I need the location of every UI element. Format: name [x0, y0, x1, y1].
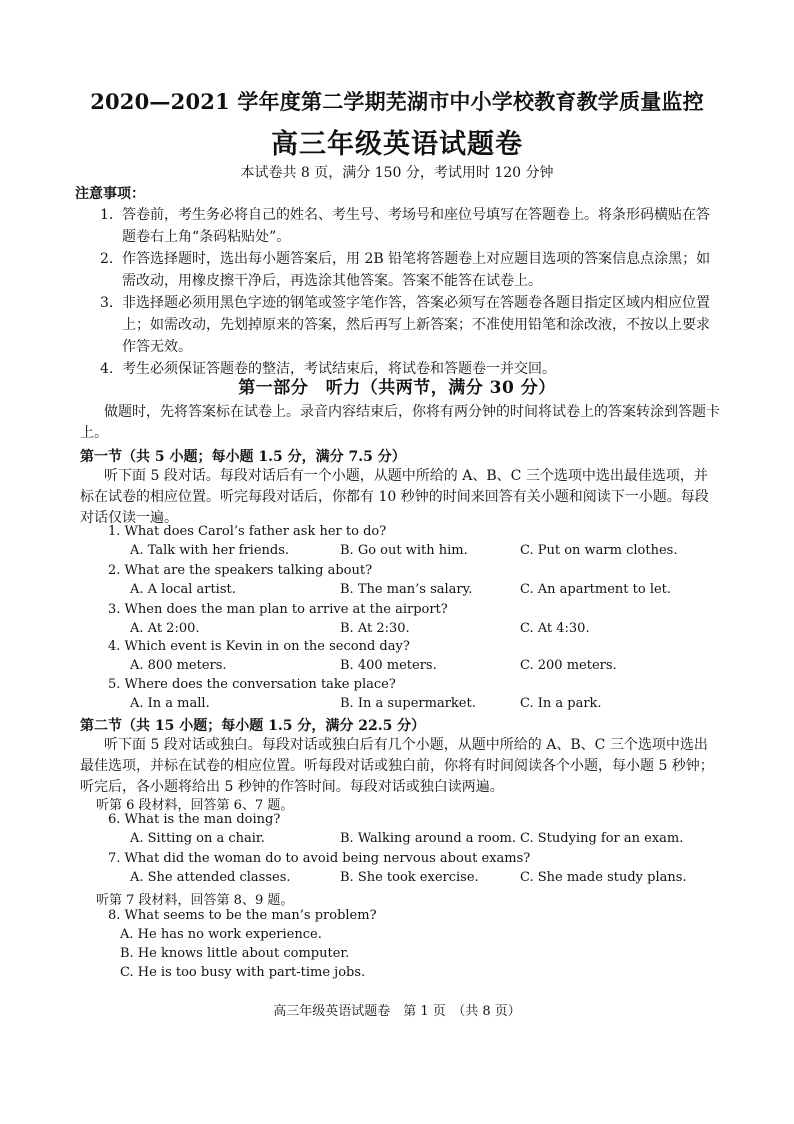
exam-title-line1: 2020—2021 学年度第二学期芜湖市中小学校教育教学质量监控 — [90, 89, 704, 114]
notice-item-number: 2. — [100, 251, 114, 267]
notice-item-text: 作答选择题时，选出每小题答案后，用 2B 铅笔将答题卷上对应题目选项的答案信息点涂黑；如需改动，用橡皮擦干净后，再选涂其他答案。答案不能答在试卷上。 — [122, 251, 711, 289]
option-b: B. 400 meters. — [340, 658, 437, 673]
section2-description: 听下面 5 段对话或独白。每段对话或独白后有几个小题，从题中所给的 A、B、C 三个选项中选出最佳选项，并标在试卷的相应位置。听每段对话或独白前，你将有时间阅读各个小题，每小题 5 秒钟；听完后，各小题将给出 5 秒钟的作答时间。每段对话或独白读两遍。 — [80, 737, 714, 795]
question-5: 5. Where does the conversation take place? — [108, 677, 396, 692]
option-b: B. The man’s salary. — [340, 582, 473, 597]
option-c: C. She made study plans. — [520, 870, 687, 885]
material-6-instruction: 听第 6 段材料，回答第 6、7 题。 — [96, 798, 294, 813]
question-8: 8. What seems to be the man’s problem? — [108, 908, 377, 923]
part1-heading: 第一部分 听力（共两节，满分 30 分） — [238, 378, 556, 398]
option-a: A. In a mall. — [130, 696, 210, 711]
option-c: C. In a park. — [520, 696, 602, 711]
page-footer: 高三年级英语试题卷 第 1 页 （共 8 页） — [273, 1004, 521, 1019]
question-4: 4. Which event is Kevin in on the second day? — [108, 639, 410, 654]
option-a: A. A local artist. — [130, 582, 236, 597]
option-c: C. An apartment to let. — [520, 582, 672, 597]
exam-title-line2: 高三年级英语试题卷 — [271, 129, 523, 160]
question-2: 2. What are the speakers talking about? — [108, 563, 373, 578]
question-1: 1. What does Carol’s father ask her to do? — [108, 524, 387, 539]
notice-item — [100, 204, 720, 248]
question-3: 3. When does the man plan to arrive at the airport? — [108, 602, 448, 617]
question-6: 6. What is the man doing? — [108, 812, 281, 827]
part1-intro: 做题时，先将答案标在试卷上。录音内容结束后，你将有两分钟的时间将试卷上的答案转涂到答题卡上。 — [80, 404, 720, 441]
option-b: B. Go out with him. — [340, 543, 468, 558]
exam-meta: 本试卷共 8 页，满分 150 分，考试用时 120 分钟 — [240, 165, 554, 181]
notice-item-text: 非选择题必须用黑色字迹的钢笔或签字笔作答，答案必须写在答题卷各题目指定区域内相应位置上；如需改动，先划掉原来的答案，然后再写上新答案；不准使用铅笔和涂改液，不按以上要求作答无效。 — [122, 295, 710, 355]
notice-item — [100, 248, 720, 292]
option-c: C. Put on warm clothes. — [520, 543, 678, 558]
option-c: C. At 4:30. — [520, 621, 590, 636]
notice-item-text: 考生必须保证答题卷的整洁，考试结束后，将试卷和答题卷一并交回。 — [122, 361, 556, 377]
notice-item — [100, 292, 720, 358]
option-b: B. At 2:30. — [340, 621, 410, 636]
notice-item-text: 答卷前，考生务必将自己的姓名、考生号、考场号和座位号填写在答题卷上。将条形码横贴在答题卷右上角“条码粘贴处”。 — [122, 207, 710, 245]
material-7-instruction: 听第 7 段材料，回答第 8、9 题。 — [96, 893, 294, 908]
notice-heading: 注意事项： — [75, 186, 145, 202]
option-a: A. Talk with her friends. — [130, 543, 290, 558]
section1-heading: 第一节（共 5 小题；每小题 1.5 分，满分 7.5 分） — [80, 449, 406, 465]
option-c: C. 200 meters. — [520, 658, 617, 673]
section1-description: 听下面 5 段对话。每段对话后有一个小题，从题中所给的 A、B、C 三个选项中选出最佳选项，并标在试卷的相应位置。听完每段对话后，你都有 10 秒钟的时间来回答有关小题和阅读下一小题。每段对话仅读一遍。 — [80, 468, 709, 526]
option-b: B. In a supermarket. — [340, 696, 476, 711]
section2-heading: 第二节（共 15 小题；每小题 1.5 分，满分 22.5 分） — [80, 718, 426, 734]
option-a: A. She attended classes. — [130, 870, 291, 885]
option-a: A. At 2:00. — [130, 621, 200, 636]
notice-item-number: 1. — [100, 207, 114, 223]
option-a: A. Sitting on a chair. — [130, 831, 265, 846]
notice-item-number: 4. — [100, 361, 114, 377]
notice-item-number: 3. — [100, 295, 114, 311]
option-b: B. Walking around a room. — [340, 831, 517, 846]
question-8-option-b: B. He knows little about computer. — [120, 946, 350, 961]
option-b: B. She took exercise. — [340, 870, 479, 885]
question-7: 7. What did the woman do to avoid being nervous about exams? — [108, 851, 531, 866]
question-8-option-a: A. He has no work experience. — [120, 927, 322, 942]
option-c: C. Studying for an exam. — [520, 831, 684, 846]
question-8-option-c: C. He is too busy with part-time jobs. — [120, 965, 366, 980]
option-a: A. 800 meters. — [130, 658, 227, 673]
notice-list — [100, 204, 720, 380]
